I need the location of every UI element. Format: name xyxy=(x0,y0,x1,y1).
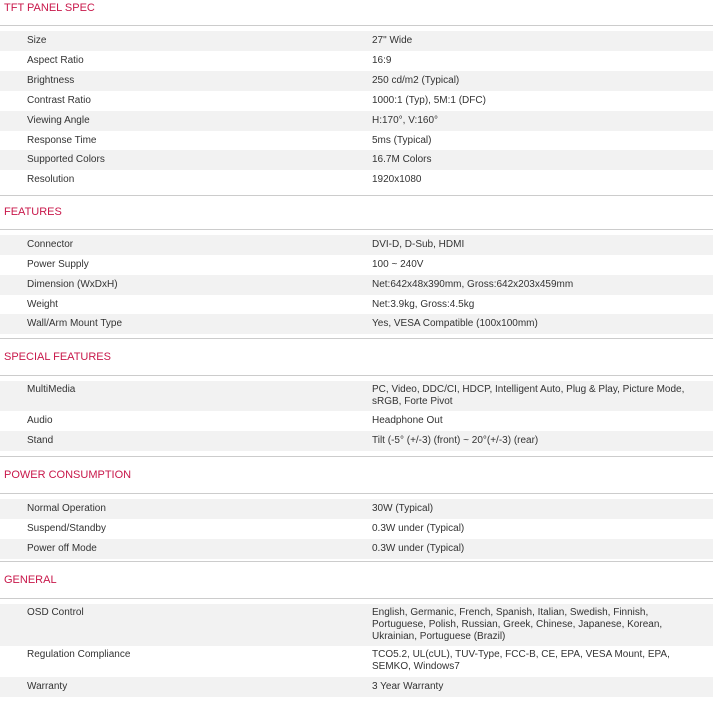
spec-row xyxy=(0,275,713,295)
spec-row xyxy=(0,150,713,170)
spec-label: Connector xyxy=(27,239,74,250)
section-title: SPECIAL FEATURES xyxy=(4,351,111,363)
spec-value: 0.3W under (Typical) xyxy=(372,543,465,554)
spec-row xyxy=(0,314,713,334)
spec-row xyxy=(0,51,713,71)
spec-label: Normal Operation xyxy=(27,503,106,514)
spec-value: 3 Year Warranty xyxy=(372,681,444,692)
spec-value: 100 ~ 240V xyxy=(372,259,424,270)
spec-row xyxy=(0,539,713,559)
spec-value: TCO5.2, UL(cUL), TUV-Type, FCC-B, CE, EPA, VESA Mount, EPA, SEMKO, Windows7 xyxy=(372,649,670,672)
spec-label: Contrast Ratio xyxy=(27,95,91,106)
spec-row xyxy=(0,431,713,451)
spec-value: H:170°, V:160° xyxy=(372,115,439,126)
section-tft-panel-spec xyxy=(0,0,713,190)
spec-row xyxy=(0,235,713,255)
spec-label: Viewing Angle xyxy=(27,115,90,126)
spec-value: 0.3W under (Typical) xyxy=(372,523,465,534)
spec-row xyxy=(0,111,713,131)
spec-row xyxy=(0,71,713,91)
section-divider xyxy=(0,375,713,376)
spec-label: Power Supply xyxy=(27,259,89,270)
section-divider xyxy=(0,229,713,230)
spec-value: Net:3.9kg, Gross:4.5kg xyxy=(372,299,475,310)
spec-value: 1920x1080 xyxy=(372,174,422,185)
spec-label: OSD Control xyxy=(27,607,84,618)
spec-label: Dimension (WxDxH) xyxy=(27,279,118,290)
spec-value: 16.7M Colors xyxy=(372,154,432,165)
spec-value: Tilt (-5° (+/-3) (front) ~ 20°(+/-3) (rear) xyxy=(372,435,539,446)
spec-label: Stand xyxy=(27,435,54,446)
spec-row xyxy=(0,411,713,431)
spec-row xyxy=(0,170,713,190)
spec-value: 1000:1 (Typ), 5M:1 (DFC) xyxy=(372,95,486,106)
spec-label: Regulation Compliance xyxy=(27,649,131,660)
section-special-features xyxy=(0,338,713,451)
spec-row xyxy=(0,295,713,314)
spec-value: Yes, VESA Compatible (100x100mm) xyxy=(372,318,538,329)
spec-label: Suspend/Standby xyxy=(27,523,106,534)
spec-label: Supported Colors xyxy=(27,154,105,165)
spec-value: 16:9 xyxy=(372,55,392,66)
spec-label: Audio xyxy=(27,415,53,426)
section-title: POWER CONSUMPTION xyxy=(4,469,132,481)
spec-row xyxy=(0,519,713,539)
spec-row xyxy=(0,499,713,519)
spec-value: 30W (Typical) xyxy=(372,503,434,514)
spec-value: 5ms (Typical) xyxy=(372,135,432,146)
spec-value: 250 cd/m2 (Typical) xyxy=(372,75,460,86)
spec-row xyxy=(0,677,713,697)
spec-label: MultiMedia xyxy=(27,384,76,395)
spec-value: 27" Wide xyxy=(372,35,413,46)
spec-label: Aspect Ratio xyxy=(27,55,84,66)
section-title: GENERAL xyxy=(4,574,57,586)
section-features xyxy=(0,195,713,334)
spec-label: Response Time xyxy=(27,135,97,146)
section-general xyxy=(0,561,713,697)
spec-row xyxy=(0,131,713,150)
spec-label: Warranty xyxy=(27,681,68,692)
spec-label: Brightness xyxy=(27,75,75,86)
spec-label: Resolution xyxy=(27,174,75,185)
spec-value: English, Germanic, French, Spanish, Italian, Swedish, Finnish, Portuguese, Polish, Russian, Greek, Chinese, Japanese, Korean, Ukrainian, Portuguese (Brazil) xyxy=(372,607,663,642)
spec-value: PC, Video, DDC/CI, HDCP, Intelligent Auto, Plug & Play, Picture Mode, sRGB, Forte Pivot xyxy=(372,384,685,407)
section-power-consumption xyxy=(0,456,713,559)
section-divider xyxy=(0,598,713,599)
section-title: FEATURES xyxy=(4,206,62,218)
spec-row xyxy=(0,646,713,677)
spec-label: Weight xyxy=(27,299,58,310)
spec-value: Headphone Out xyxy=(372,415,443,426)
spec-row xyxy=(0,255,713,275)
spec-value: DVI-D, D-Sub, HDMI xyxy=(372,239,465,250)
section-title: TFT PANEL SPEC xyxy=(4,2,95,14)
spec-row xyxy=(0,381,713,411)
spec-label: Power off Mode xyxy=(27,543,97,554)
spec-label: Wall/Arm Mount Type xyxy=(27,318,123,329)
spec-row xyxy=(0,91,713,111)
section-divider xyxy=(0,493,713,494)
spec-value: Net:642x48x390mm, Gross:642x203x459mm xyxy=(372,279,574,290)
spec-label: Size xyxy=(27,35,47,46)
spec-row xyxy=(0,31,713,51)
spec-row xyxy=(0,604,713,646)
